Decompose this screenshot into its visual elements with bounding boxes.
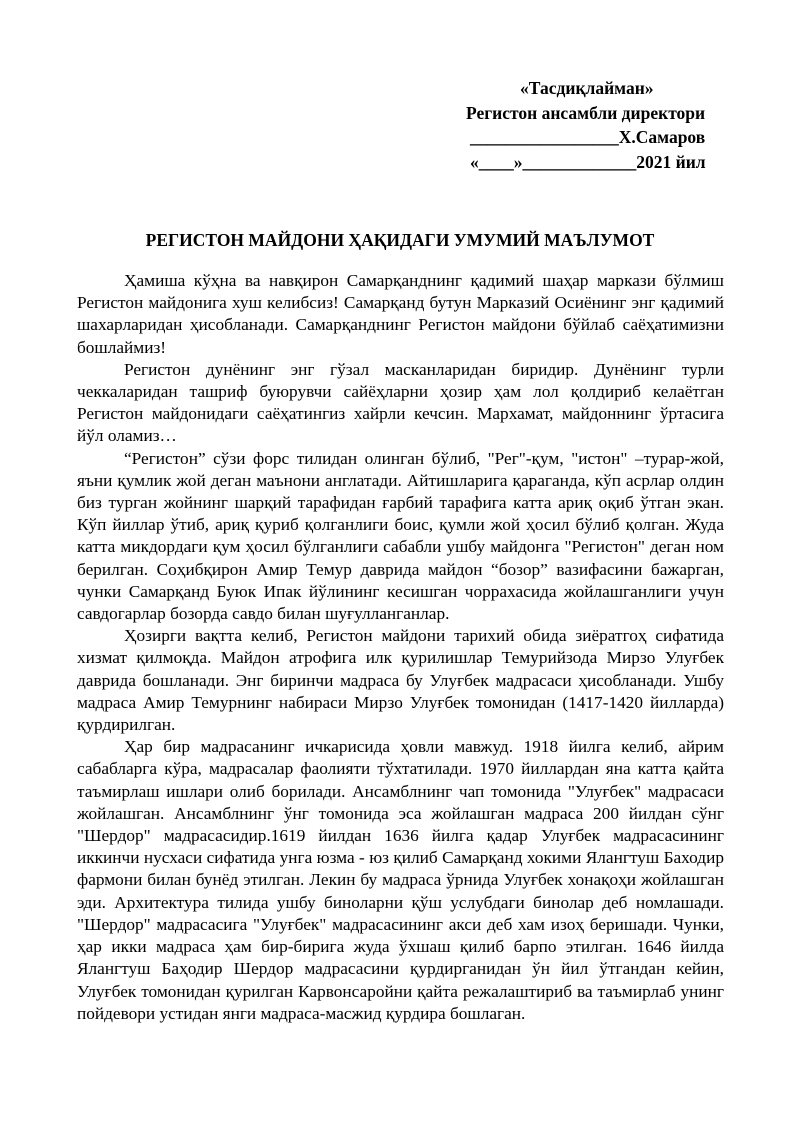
approval-date-line: «____»_____________2021 йил	[470, 151, 706, 172]
paragraph: Ҳамиша кўҳна ва навқирон Самарқанднинг қадимий шаҳар маркази бўлмиш Регистон майдонига хуш келибсиз! Самарқанд бутун Марказий Осиёнинг энг қадимий шахарларидан ҳисобланади. Самарқанднинг Регистон майдони бўйлаб саёҳатимизни бошлаймиз!	[77, 271, 724, 357]
approval-title: «Тасдиқлайман»	[520, 78, 654, 98]
paragraph: “Регистон” сўзи форс тилидан олинган бўлиб, "Рег"-қум, "истон" –турар-жой, яъни қумлик жой деган маънони англатади. Айтишларига қараганда, кўп асрлар олдин биз турган жойнинг шарқий тарафидан ғарбий тарафига катта ариқ оқиб ўтган экан. Кўп йиллар ўтиб, ариқ қуриб қолганлиги боис, қумли жой ҳосил бўлиб қолган. Жуда катта микдордаги қум ҳосил бўлганлиги сабабли ушбу майдонга "Регистон" деган ном берилган. Соҳибқирон Амир Темур даврида майдон “бозор” вазифасини бажарган, чунки Самарқанд Буюк Ипак йўлининг кесишган чоррахасида жойлашганлиги учун савдогарлар бозорда савдо билан шуғулланганлар.	[77, 448, 724, 624]
paragraph: Регистон дунёнинг энг гўзал масканларидан биридир. Дунёнинг турли чеккаларидан ташриф буюрувчи сайёҳларни ҳозир ҳам лол қолдириб келаётган Регистон майдонидаги саёҳатингиз хайрли кечсин. Мархамат, майдоннинг ўртасига йўл оламиз…	[77, 359, 724, 446]
paragraph: Ҳар бир мадрасанинг ичкарисида ҳовли мавжуд. 1918 йилга келиб, айрим сабабларга кўра, мадрасалар фаолияти тўхтатилади. 1970 йиллардан яна катта қайта таъмирлаш ишлари олиб борилади. Ансамблнинг чап томонида "Улуғбек" мадрасаси жойлашган. Ансамблнинг ўнг томонида эса жойлашган мадраса 200 йилдан сўнг "Шердор" мадрасасидир.1619 йилдан 1636 йилга қадар Улуғбек мадрасасининг иккинчи нусхаси сифатида унга юзма - юз қилиб Самарқанд хокими Ялангтуш Баходир фармони билан бунёд этилган. Лекин бу мадраса ўрнида Улуғбек хонақоҳи жойлашган эди. Архитектура тилида ушбу биноларни қўш услубдаги бинолар деб номлашади. "Шердор" мадрасасига "Улуғбек" мадрасасининг акси деб хам изоҳ беришади. Чунки, ҳар икки мадраса ҳам бир-бирига жуда ўхшаш қилиб барпо этилган. 1646 йилда Ялангтуш Баҳодир Шердор мадрасасини қурдирганидан ўн йил ўтгандан кейин, Улуғбек томонидан қурилган Карвонсаройни қайта режалаштириб ва таъмирлаб унинг пойдевори устидан янги мадраса-масжид қурдира бошлаган.	[77, 737, 724, 1023]
approval-block	[420, 76, 730, 174]
approval-signature-line: _________________Х.Самаров	[470, 127, 706, 147]
document-body	[77, 270, 724, 1025]
approval-position: Регистон ансамбли директори	[466, 102, 706, 123]
paragraph: Ҳозирги вақтта келиб, Регистон майдони тарихий обида зиёратгоҳ сифатида хизмат қилмоқда. Майдон атрофига илк қурилишлар Темурийзода Мирзо Улуғбек даврида бошланади. Энг биринчи мадраса бу Улуғбек мадрасаси ҳисобланади. Ушбу мадраса Амир Темурнинг набираси Мирзо Улуғбек томонидан (1417-1420 йилларда) қурдирилган.	[77, 626, 724, 735]
document-heading: РЕГИСТОН МАЙДОНИ ҲАҚИДАГИ УМУМИЙ МАЪЛУМОТ	[145, 230, 655, 250]
